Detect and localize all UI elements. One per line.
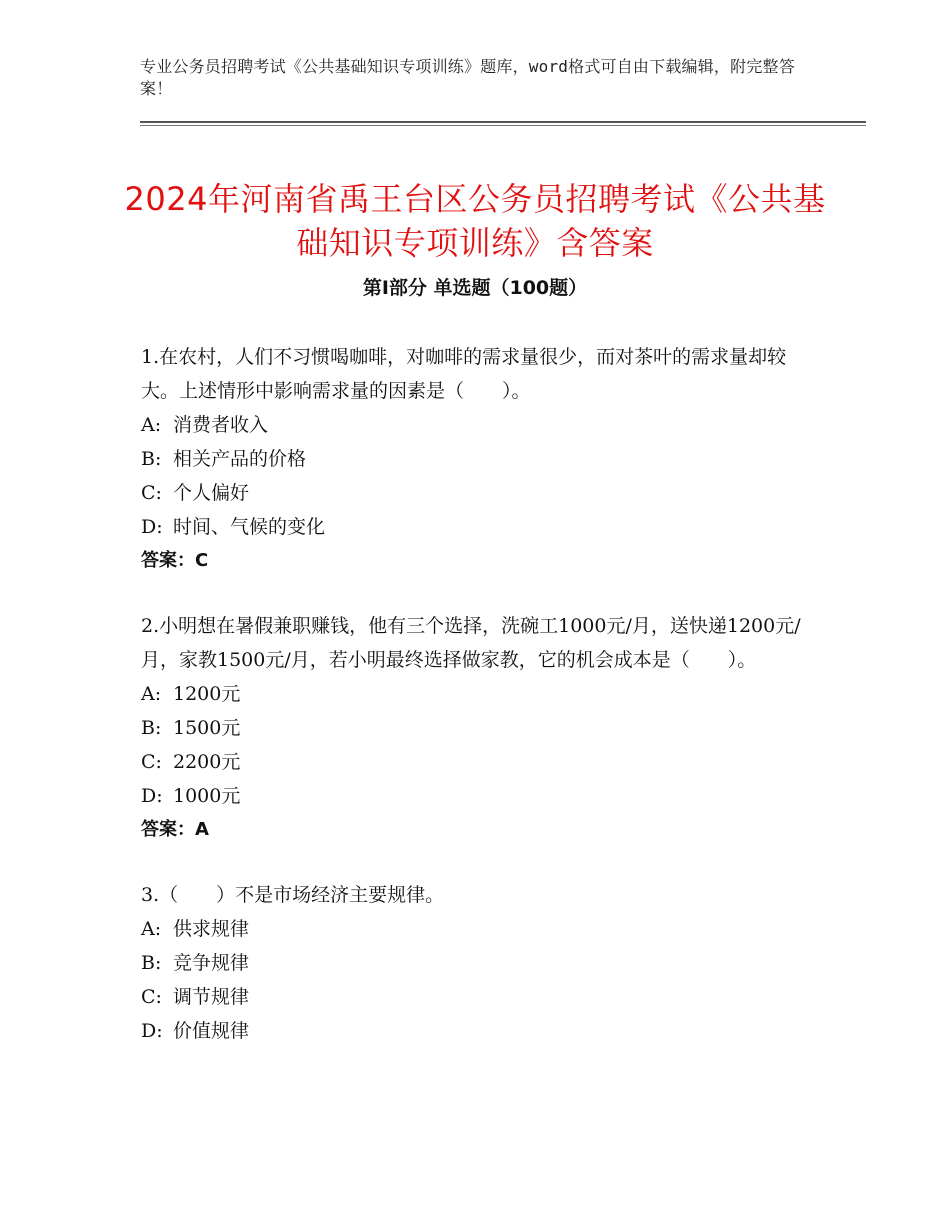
- option-a: [141, 677, 811, 711]
- option-key: C:: [141, 986, 162, 1008]
- option-key: D:: [141, 785, 163, 807]
- option-key: A:: [141, 918, 162, 940]
- option-d: [141, 779, 811, 813]
- option-text: 时间、气候的变化: [173, 516, 326, 538]
- question-1: [141, 340, 811, 578]
- option-text: 竞争规律: [173, 952, 250, 974]
- option-d: [141, 1014, 811, 1048]
- option-c: [141, 476, 811, 510]
- option-c: [141, 745, 811, 779]
- option-key: C:: [141, 751, 162, 773]
- option-b: [141, 442, 811, 476]
- option-text: 供求规律: [173, 918, 250, 940]
- option-a: [141, 912, 811, 946]
- option-text: 1200元: [173, 683, 241, 705]
- question-2: [141, 609, 811, 847]
- option-text: 消费者收入: [173, 414, 269, 436]
- answer-line: 答案：A: [141, 819, 209, 840]
- option-key: B:: [141, 717, 162, 739]
- option-key: A:: [141, 683, 162, 705]
- option-key: A:: [141, 414, 162, 436]
- option-key: B:: [141, 952, 162, 974]
- option-key: D:: [141, 1020, 163, 1042]
- option-text: 1500元: [173, 717, 241, 739]
- header-note: 专业公务员招聘考试《公共基础知识专项训练》题库，word格式可自由下载编辑，附完整答案！: [140, 57, 795, 98]
- header-divider-thin: [140, 125, 866, 126]
- option-text: 价值规律: [173, 1020, 250, 1042]
- option-key: D:: [141, 516, 163, 538]
- header-divider-thick: [140, 121, 866, 123]
- option-b: [141, 711, 811, 745]
- option-text: 相关产品的价格: [173, 448, 307, 470]
- option-key: B:: [141, 448, 162, 470]
- question-stem: 1.在农村，人们不习惯喝咖啡，对咖啡的需求量很少，而对茶叶的需求量却较大。上述情形中影响需求量的因素是（ ）。: [141, 346, 787, 402]
- question-stem: 3.（ ）不是市场经济主要规律。: [141, 884, 445, 906]
- option-text: 1000元: [173, 785, 241, 807]
- question-3: [141, 878, 811, 1048]
- option-a: [141, 408, 811, 442]
- option-text: 2200元: [173, 751, 241, 773]
- option-b: [141, 946, 811, 980]
- section-heading: 第Ⅰ部分 单选题（100题）: [362, 277, 588, 299]
- option-text: 调节规律: [173, 986, 250, 1008]
- answer-line: 答案：C: [141, 550, 209, 571]
- option-c: [141, 980, 811, 1014]
- question-list: [141, 340, 811, 1079]
- question-stem: 2.小明想在暑假兼职赚钱，他有三个选择，洗碗工1000元/月，送快递1200元/月，家教1500元/月，若小明最终选择做家教，它的机会成本是（ ）。: [141, 615, 801, 671]
- option-text: 个人偏好: [173, 482, 250, 504]
- document-title: 2024年河南省禹王台区公务员招聘考试《公共基础知识专项训练》含答案: [124, 180, 826, 263]
- option-key: C:: [141, 482, 162, 504]
- option-d: [141, 510, 811, 544]
